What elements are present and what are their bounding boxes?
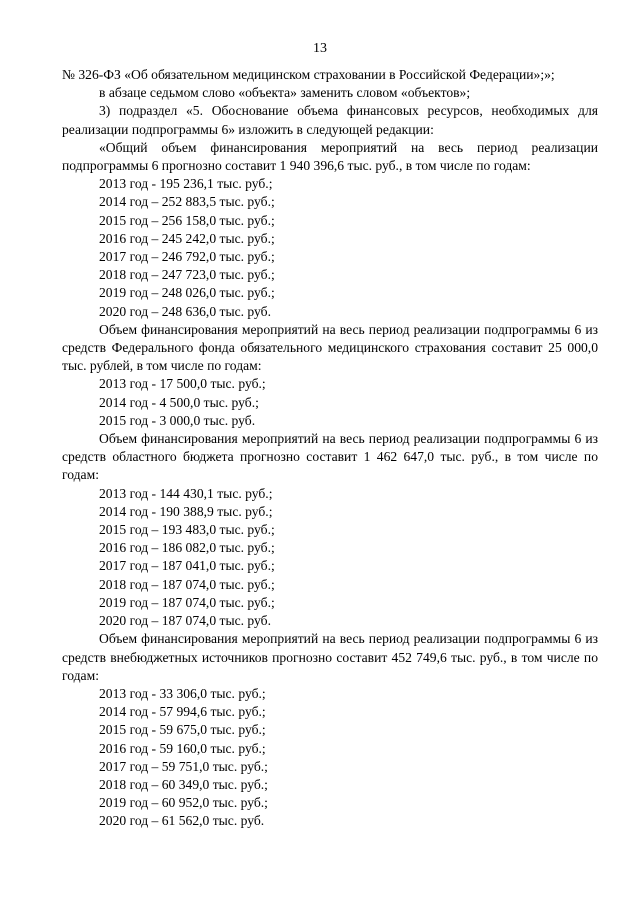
amendment-paragraph: в абзаце седьмом слово «объекта» заменить словом «объектов»; [99, 85, 471, 101]
year-line: 2019 год – 248 026,0 тыс. руб.; [99, 285, 275, 301]
year-line: 2019 год – 60 952,0 тыс. руб.; [99, 795, 268, 811]
document-body [62, 66, 598, 831]
year-line: 2013 год - 33 306,0 тыс. руб.; [99, 685, 266, 701]
year-line: 2014 год – 252 883,5 тыс. руб.; [99, 194, 275, 210]
year-line: 2015 год - 59 675,0 тыс. руб.; [99, 722, 266, 738]
year-line: 2017 год – 59 751,0 тыс. руб.; [99, 758, 268, 774]
year-line: 2014 год - 57 994,6 тыс. руб.; [99, 704, 266, 720]
total-years-list [62, 175, 598, 321]
year-line: 2013 год - 195 236,1 тыс. руб.; [99, 176, 273, 192]
year-line: 2013 год - 144 430,1 тыс. руб.; [99, 485, 273, 501]
year-line: 2013 год - 17 500,0 тыс. руб.; [99, 376, 266, 392]
page-number: 13 [313, 41, 327, 56]
year-line: 2015 год – 193 483,0 тыс. руб.; [99, 522, 275, 538]
regional-budget-years-list [62, 485, 598, 631]
federal-fund-years-list [62, 375, 598, 430]
year-line: 2014 год - 190 388,9 тыс. руб.; [99, 503, 273, 519]
year-line: 2015 год – 256 158,0 тыс. руб.; [99, 212, 275, 228]
extrabudget-years-list [62, 685, 598, 831]
federal-fund-paragraph: Объем финансирования мероприятий на весь период реализации подпрограммы 6 из средств Федерального фонда обязательного медицинского страхования составит 25 000,0 тыс. рублей, в том числе по годам: [62, 321, 598, 374]
year-line: 2016 год – 245 242,0 тыс. руб.; [99, 230, 275, 246]
subsection-paragraph: 3) подраздел «5. Обоснование объема финансовых ресурсов, необходимых для реализации подпрограммы 6» изложить в следующей редакции: [62, 103, 598, 137]
total-financing-paragraph: «Общий объем финансирования мероприятий на весь период реализации подпрограммы 6 прогнозно составит 1 940 396,6 тыс. руб., в том числе по годам: [62, 139, 598, 174]
year-line: 2017 год – 187 041,0 тыс. руб.; [99, 558, 275, 574]
year-line: 2014 год - 4 500,0 тыс. руб.; [99, 394, 259, 410]
year-line: 2020 год – 248 636,0 тыс. руб. [99, 303, 271, 319]
year-line: 2019 год – 187 074,0 тыс. руб.; [99, 594, 275, 610]
year-line: 2020 год – 61 562,0 тыс. руб. [99, 813, 265, 829]
year-line: 2016 год - 59 160,0 тыс. руб.; [99, 740, 266, 756]
year-line: 2018 год – 60 349,0 тыс. руб.; [99, 776, 268, 792]
year-line: 2018 год – 187 074,0 тыс. руб.; [99, 576, 275, 592]
extrabudget-paragraph: Объем финансирования мероприятий на весь период реализации подпрограммы 6 из средств внебюджетных источников прогнозно составит 452 749,6 тыс. руб., в том числе по годам: [62, 631, 598, 683]
law-reference-paragraph: № 326-ФЗ «Об обязательном медицинском страховании в Российской Федерации»;»; [62, 67, 555, 82]
year-line: 2020 год – 187 074,0 тыс. руб. [99, 613, 271, 629]
year-line: 2015 год - 3 000,0 тыс. руб. [99, 412, 256, 428]
year-line: 2018 год – 247 723,0 тыс. руб.; [99, 267, 275, 283]
year-line: 2017 год – 246 792,0 тыс. руб.; [99, 249, 275, 265]
regional-budget-paragraph: Объем финансирования мероприятий на весь период реализации подпрограммы 6 из средств областного бюджета прогнозно составит 1 462 647,0 тыс. руб., в том числе по годам: [62, 431, 598, 483]
year-line: 2016 год – 186 082,0 тыс. руб.; [99, 540, 275, 556]
